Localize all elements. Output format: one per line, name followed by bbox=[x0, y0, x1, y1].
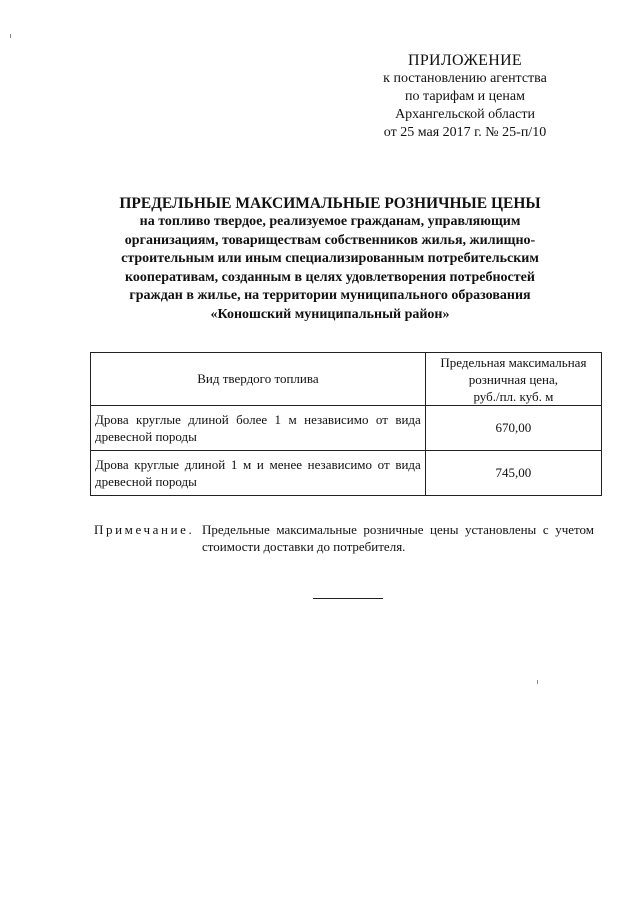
header-price-line: Предельная максимальная bbox=[440, 354, 587, 370]
header-fuel-type: Вид твердого топлива bbox=[91, 353, 426, 406]
heading-line: «Коношский муниципальный район» bbox=[210, 306, 450, 322]
scan-speck bbox=[10, 34, 11, 38]
heading-line: организациям, товариществам собственников жилья, жилищно- bbox=[124, 232, 536, 248]
price-table bbox=[90, 352, 602, 496]
note-label: Примечание. bbox=[94, 522, 195, 537]
header-price-line: руб./пл. куб. м bbox=[473, 388, 554, 404]
end-divider bbox=[313, 598, 383, 599]
header-max-price bbox=[425, 353, 601, 406]
heading-title: ПРЕДЕЛЬНЫЕ МАКСИМАЛЬНЫЕ РОЗНИЧНЫЕ ЦЕНЫ bbox=[119, 195, 541, 212]
fuel-type-cell: Дрова круглые длиной 1 м и менее независимо от вида древесной породы bbox=[91, 451, 426, 496]
price-cell: 670,00 bbox=[425, 406, 601, 451]
appendix-line: Архангельской области bbox=[395, 107, 535, 122]
table-header-row bbox=[91, 353, 602, 406]
heading-line: граждан в жилье, на территории муниципального образования bbox=[129, 288, 531, 303]
table-row bbox=[91, 406, 602, 451]
heading-line: на топливо твердое, реализуемое гражданам, управляющим bbox=[139, 214, 521, 229]
appendix-line: к постановлению агентства bbox=[383, 71, 547, 86]
document-heading bbox=[70, 194, 590, 324]
scan-speck bbox=[537, 680, 538, 684]
appendix-line: от 25 мая 2017 г. № 25-п/10 bbox=[383, 125, 547, 140]
table-row bbox=[91, 451, 602, 496]
price-cell: 745,00 bbox=[425, 451, 601, 496]
appendix-title: ПРИЛОЖЕНИЕ bbox=[407, 52, 522, 69]
heading-line: кооперативам, созданным в целях удовлетворения потребностей bbox=[125, 269, 535, 285]
header-price-line: розничная цена, bbox=[468, 371, 559, 387]
note-text: Предельные максимальные розничные цены установлены с учетом стоимости доставки до потребителя. bbox=[202, 522, 594, 554]
appendix-block bbox=[330, 51, 600, 142]
fuel-type-cell: Дрова круглые длиной более 1 м независимо от вида древесной породы bbox=[91, 406, 426, 451]
appendix-line: по тарифам и ценам bbox=[405, 89, 525, 104]
heading-line: строительным или иным специализированным потребительским bbox=[121, 251, 539, 266]
